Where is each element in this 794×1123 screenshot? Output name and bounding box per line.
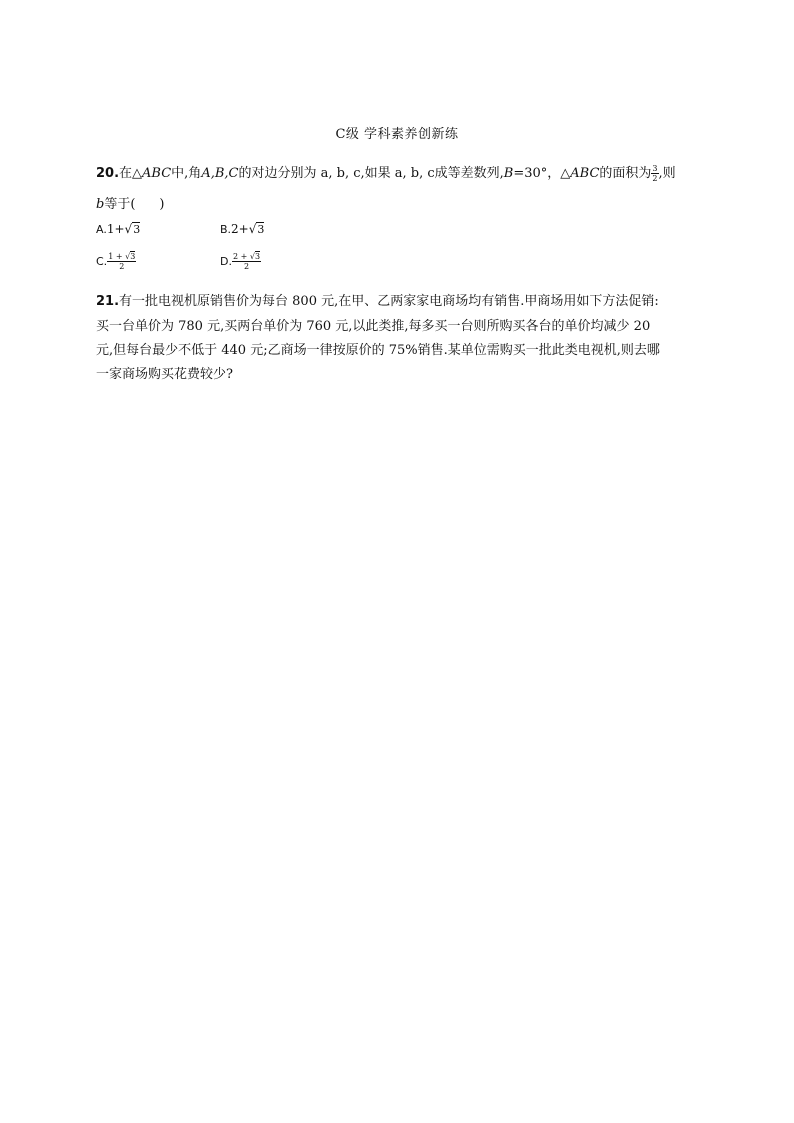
q21-number: 21. bbox=[96, 294, 120, 309]
q21-line2: 买一台单价为 780 元,买两台单价为 760 元,以此类推,每多买一台则所购买各台的单价均减少 20 bbox=[96, 319, 651, 334]
q21-line3: 元,但每台最少不低于 440 元;乙商场一律按原价的 75%销售.某单位需购买一批此类电视机,则去哪 bbox=[96, 343, 660, 358]
option-c: C. $\frac{1 + √3}{2}$ bbox=[96, 252, 136, 271]
q21-line1: 21.有一批电视机原销售价为每台 800 元,在甲、乙两家家电商场均有销售.甲商场用如下方法促销: bbox=[96, 294, 659, 309]
q20-line2: b等于( ) bbox=[96, 197, 165, 212]
q21-line4: 一家商场购买花费较少? bbox=[96, 367, 233, 382]
q20-line1: 20.在△ABC中,角A,B,C的对边分别为 a, b, c,如果 a, b, c成等差数列,B=30°，△ABC的面积为 $\frac{3}{2}$ ,则 bbox=[96, 164, 676, 183]
option-a: A.1+√3 bbox=[96, 222, 141, 236]
option-b: B.2+√3 bbox=[220, 222, 265, 236]
q20-number: 20. bbox=[96, 166, 120, 181]
area-fraction: $\frac{3}{2}$ bbox=[652, 164, 658, 183]
section-title: C级 学科素养创新练 bbox=[335, 127, 459, 142]
option-d: D. $\frac{2 + √3}{2}$ bbox=[220, 252, 261, 271]
